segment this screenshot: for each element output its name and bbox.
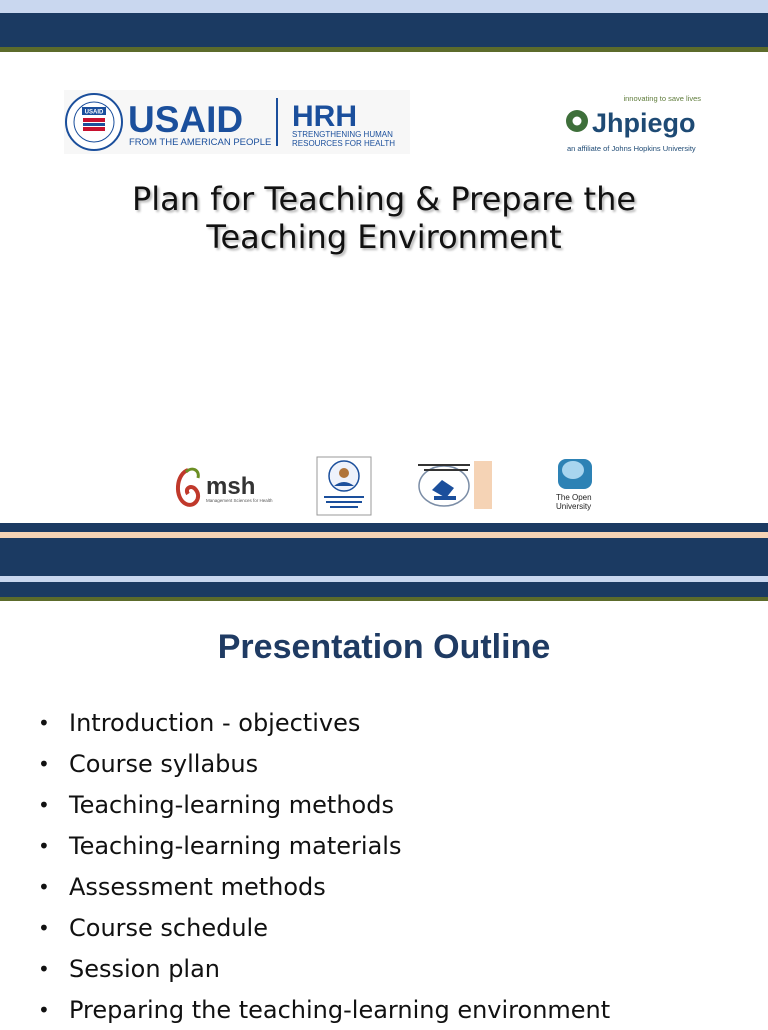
jhpiego-name: Jhpiego [592,108,696,138]
bullet-icon: • [38,751,50,776]
hrh-sub-2: RESOURCES FOR HEALTH [292,139,395,148]
jhpiego-logo [560,92,710,156]
list-item [38,702,738,743]
bullet-icon: • [38,997,50,1022]
slide-title-line-1: Plan for Teaching & Prepare the [131,180,637,218]
bullet-icon: • [38,915,50,940]
slide2-band-olive [0,597,768,601]
list-item-text: Course schedule [69,913,268,942]
hrh-sub-1: STRENGTHENING HUMAN [292,130,393,139]
slide-title-line-2: Teaching Environment [206,218,562,256]
usaid-wordmark: USAID [128,99,244,140]
list-item [38,948,738,989]
list-item [38,784,738,825]
list-item [38,743,738,784]
midwives-association-logo [316,456,372,518]
outline-title: Presentation Outline [217,628,551,666]
header-band-olive [0,47,768,52]
bullet-icon: • [38,956,50,981]
open-university-line-1: The Open [556,493,592,502]
footer-band-navy [0,538,768,576]
jhpiego-slogan: innovating to save lives [623,94,701,103]
list-item-text: Assessment methods [69,872,326,901]
list-item-text: Preparing the teaching-learning environment [69,995,611,1024]
list-item-text: Teaching-learning materials [69,831,402,860]
bullet-icon: • [38,792,50,817]
list-item-text: Introduction - objectives [69,708,361,737]
open-university-logo [552,456,612,518]
slide2-band-navy [0,582,768,597]
list-item-text: Course syllabus [69,749,259,778]
bullet-icon: • [38,710,50,735]
msh-logo [172,456,282,518]
bullet-icon: • [38,874,50,899]
header-band-navy [0,13,768,47]
bullet-icon: • [38,833,50,858]
msh-sub: Management Sciences for Health [206,498,273,503]
list-item [38,825,738,866]
list-item-text: Session plan [69,954,221,983]
msh-wordmark: msh [206,473,256,500]
jhpiego-affiliate: an affiliate of Johns Hopkins University [567,144,696,153]
list-item-text: Teaching-learning methods [69,790,394,819]
seal-label: USAID [84,109,104,116]
usaid-tagline: FROM THE AMERICAN PEOPLE [129,137,272,148]
list-item [38,907,738,948]
slide-title [0,180,768,256]
outline-list [38,702,738,1030]
hrh-wordmark: HRH [292,100,357,133]
open-university-line-2: University [556,502,592,511]
midwifery-society-logo [416,456,496,518]
footer-band-navy-thin [0,523,768,532]
list-item [38,866,738,907]
usaid-hrh-logo [64,90,410,154]
header-band-light [0,0,768,13]
